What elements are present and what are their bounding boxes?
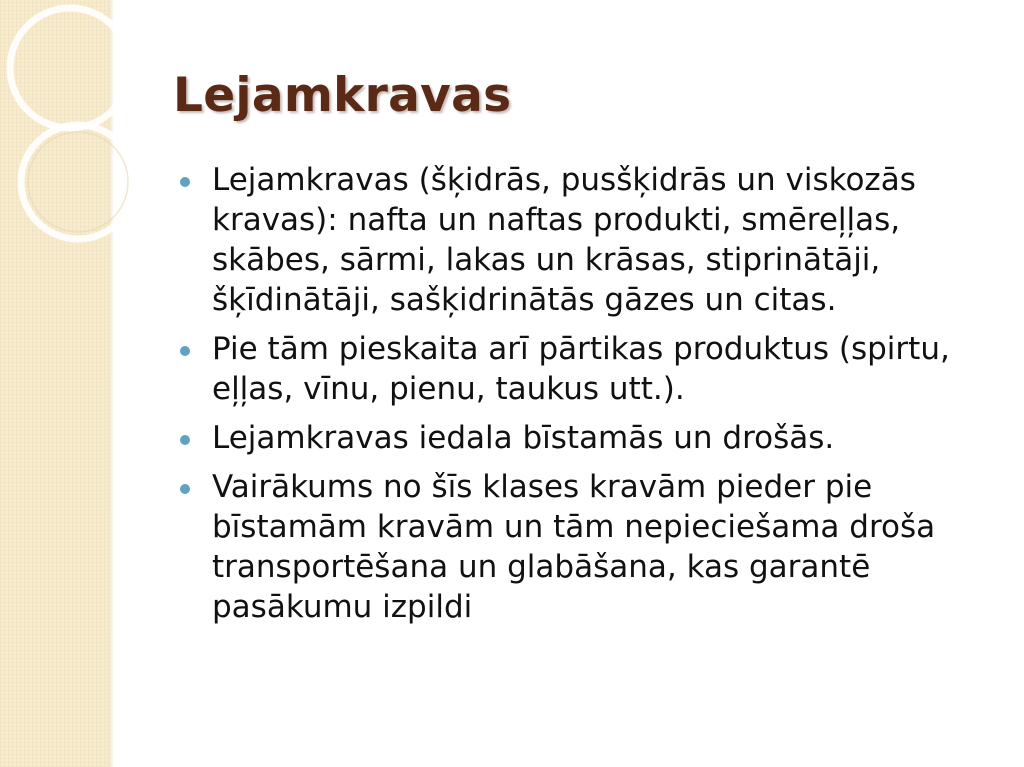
- bullet-text: Lejamkravas iedala bīstamās un drošās.: [212, 420, 835, 456]
- bullet-dot-icon: [180, 346, 190, 356]
- ring-decoration: [0, 0, 160, 300]
- bullet-text: Vairākums no šīs klases kravām pieder pie bīstamām kravām un tām nepieciešama droša transportēšana un glabāšana, kas garantē pasākumu izpildi: [212, 469, 936, 625]
- list-item: [180, 467, 990, 627]
- list-item: [180, 160, 990, 320]
- bullet-dot-icon: [180, 177, 190, 187]
- bullet-text: Lejamkravas (šķidrās, pusšķidrās un viskozās kravas): nafta un naftas produkti, smēreļļas, skābes, sārmi, lakas un krāsas, stiprinātāji, šķīdinātāji, sašķidrinātās gāzes un citas.: [212, 162, 916, 318]
- slide-title: Lejamkravas: [173, 68, 512, 123]
- bullet-dot-icon: [180, 484, 190, 494]
- list-item: [180, 418, 990, 458]
- list-item: [180, 329, 990, 409]
- bullet-text: Pie tām pieskaita arī pārtikas produktus (spirtu, eļļas, vīnu, pienu, taukus utt.).: [212, 331, 950, 407]
- bullet-dot-icon: [180, 435, 190, 445]
- bullet-list: [180, 160, 990, 636]
